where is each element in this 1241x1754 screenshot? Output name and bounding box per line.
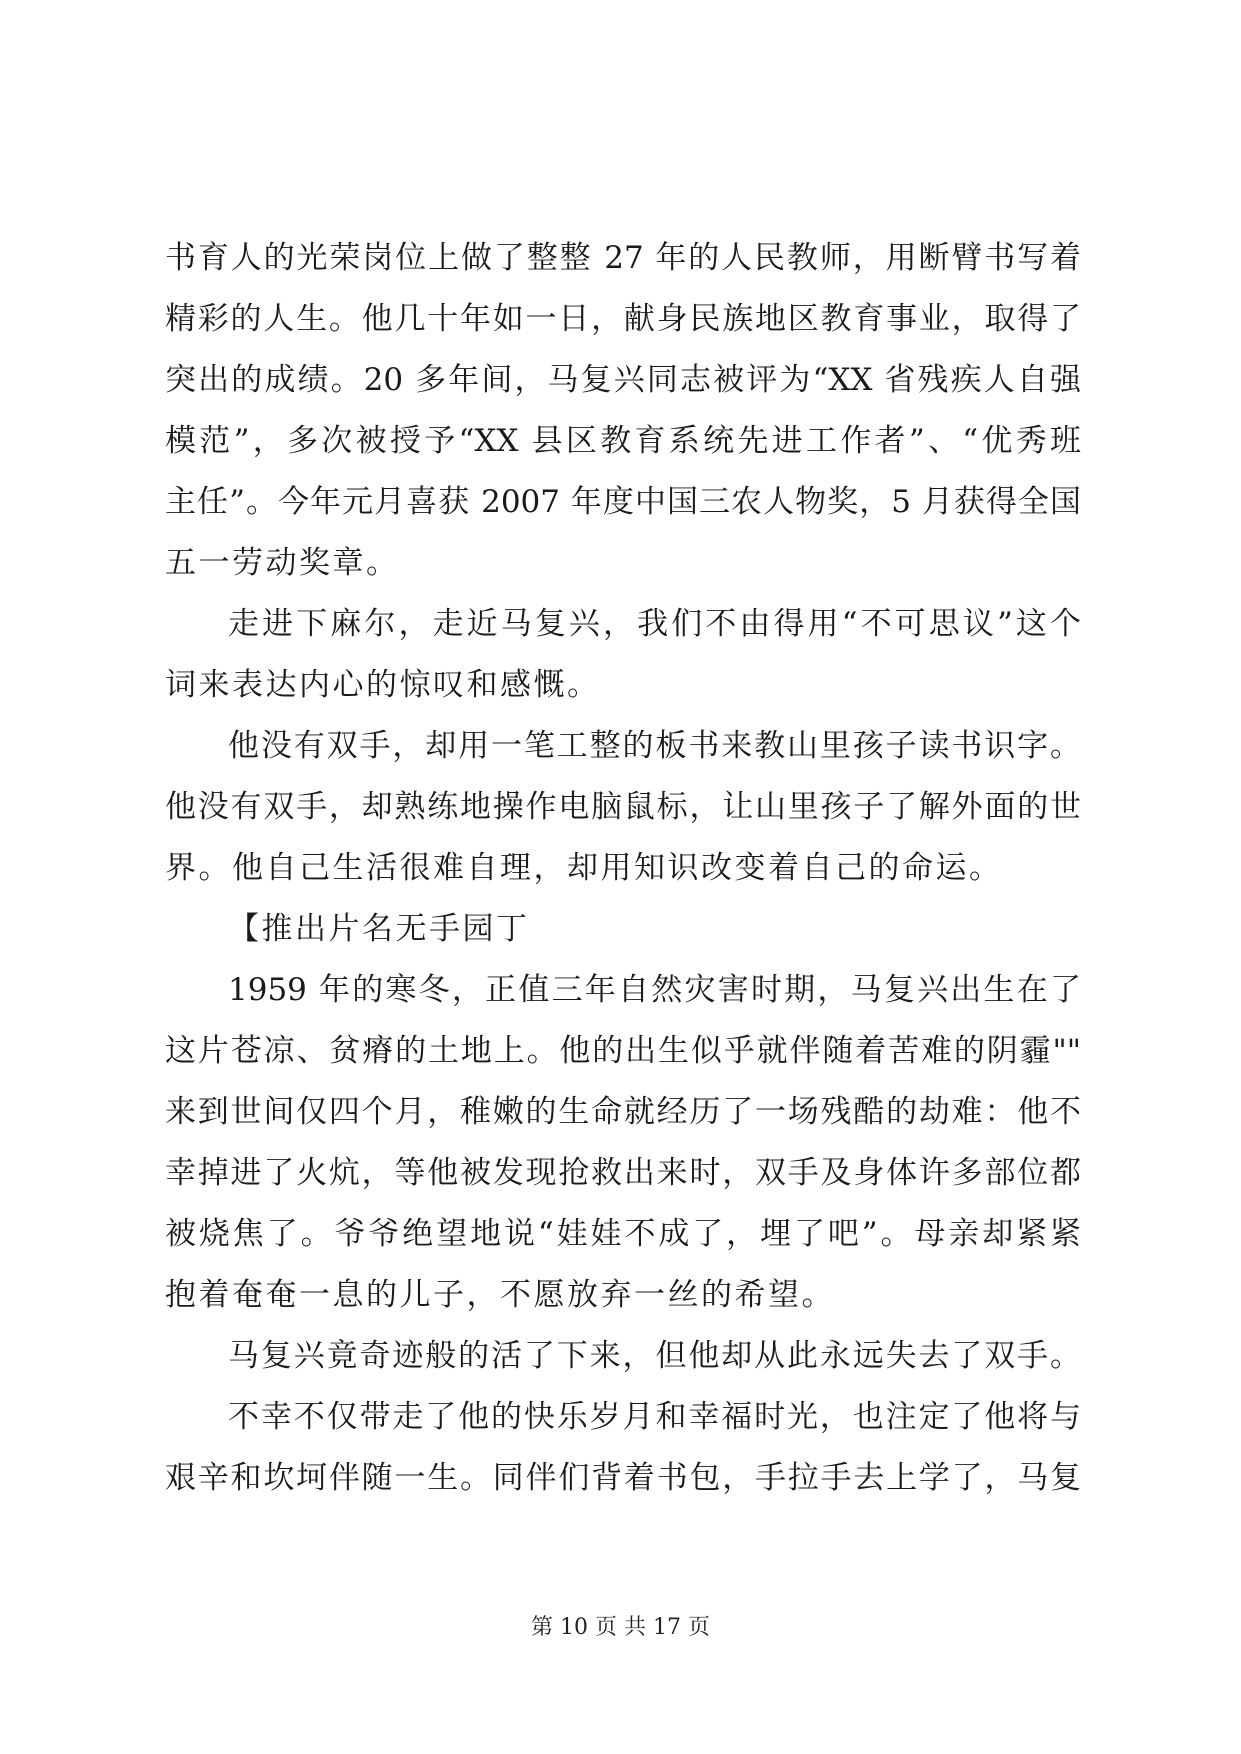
text-line: 走进下麻尔，走近马复兴，我们不由得用“不可思议”这个	[228, 606, 1081, 642]
text-line: 他没有双手，却用一笔工整的板书来教山里孩子读书识字。	[228, 728, 1081, 764]
text-line: 精彩的人生。他几十年如一日，献身民族地区教育事业，取得了	[165, 301, 1081, 337]
text-line: 抱着奄奄一息的儿子，不愿放弃一丝的希望。	[165, 1277, 835, 1313]
text-line: 艰辛和坎坷伴随一生。同伴们背着书包，手拉手去上学了，马复	[165, 1460, 1081, 1496]
text-line: 马复兴竟奇迹般的活了下来，但他却从此永远失去了双手。	[228, 1338, 1081, 1374]
text-line: 幸掉进了火炕，等他被发现抢救出来时，双手及身体许多部位都	[165, 1155, 1081, 1191]
paragraph	[165, 1326, 1081, 1387]
text-line: 书育人的光荣岗位上做了整整 27 年的人民教师，用断臂书写着	[165, 240, 1081, 276]
paragraph	[165, 960, 1081, 1326]
text-line: 这片苍凉、贫瘠的土地上。他的出生似乎就伴随着苦难的阴霾""	[165, 1033, 1081, 1069]
document-body	[165, 228, 1081, 1509]
text-line: 被烧焦了。爷爷绝望地说“娃娃不成了，埋了吧”。母亲却紧紧	[165, 1216, 1081, 1252]
text-line: 界。他自己生活很难自理，却用知识改变着自己的命运。	[165, 850, 1003, 886]
text-line: 主任”。今年元月喜获 2007 年度中国三农人物奖，5 月获得全国	[165, 484, 1081, 520]
paragraph	[165, 1387, 1081, 1509]
text-line: 模范”，多次被授予“XX 县区教育系统先进工作者”、“优秀班	[165, 423, 1081, 459]
paragraph	[165, 594, 1081, 716]
section-heading	[165, 899, 1081, 960]
text-line: 不幸不仅带走了他的快乐岁月和幸福时光，也注定了他将与	[228, 1399, 1081, 1435]
page-number-footer: 第 10 页 共 17 页	[531, 1615, 710, 1640]
text-line: 五一劳动奖章。	[165, 545, 400, 581]
text-line: 词来表达内心的惊叹和感慨。	[165, 667, 601, 703]
text-line: 他没有双手，却熟练地操作电脑鼠标，让山里孩子了解外面的世	[165, 789, 1081, 825]
paragraph	[165, 716, 1081, 899]
text-line: 1959 年的寒冬，正值三年自然灾害时期，马复兴出生在了	[228, 972, 1081, 1008]
paragraph	[165, 228, 1081, 594]
text-line: 【推出片名无手园丁	[228, 911, 530, 947]
text-line: 突出的成绩。20 多年间，马复兴同志被评为“XX 省残疾人自强	[165, 362, 1081, 398]
text-line: 来到世间仅四个月，稚嫩的生命就经历了一场残酷的劫难：他不	[165, 1094, 1081, 1130]
